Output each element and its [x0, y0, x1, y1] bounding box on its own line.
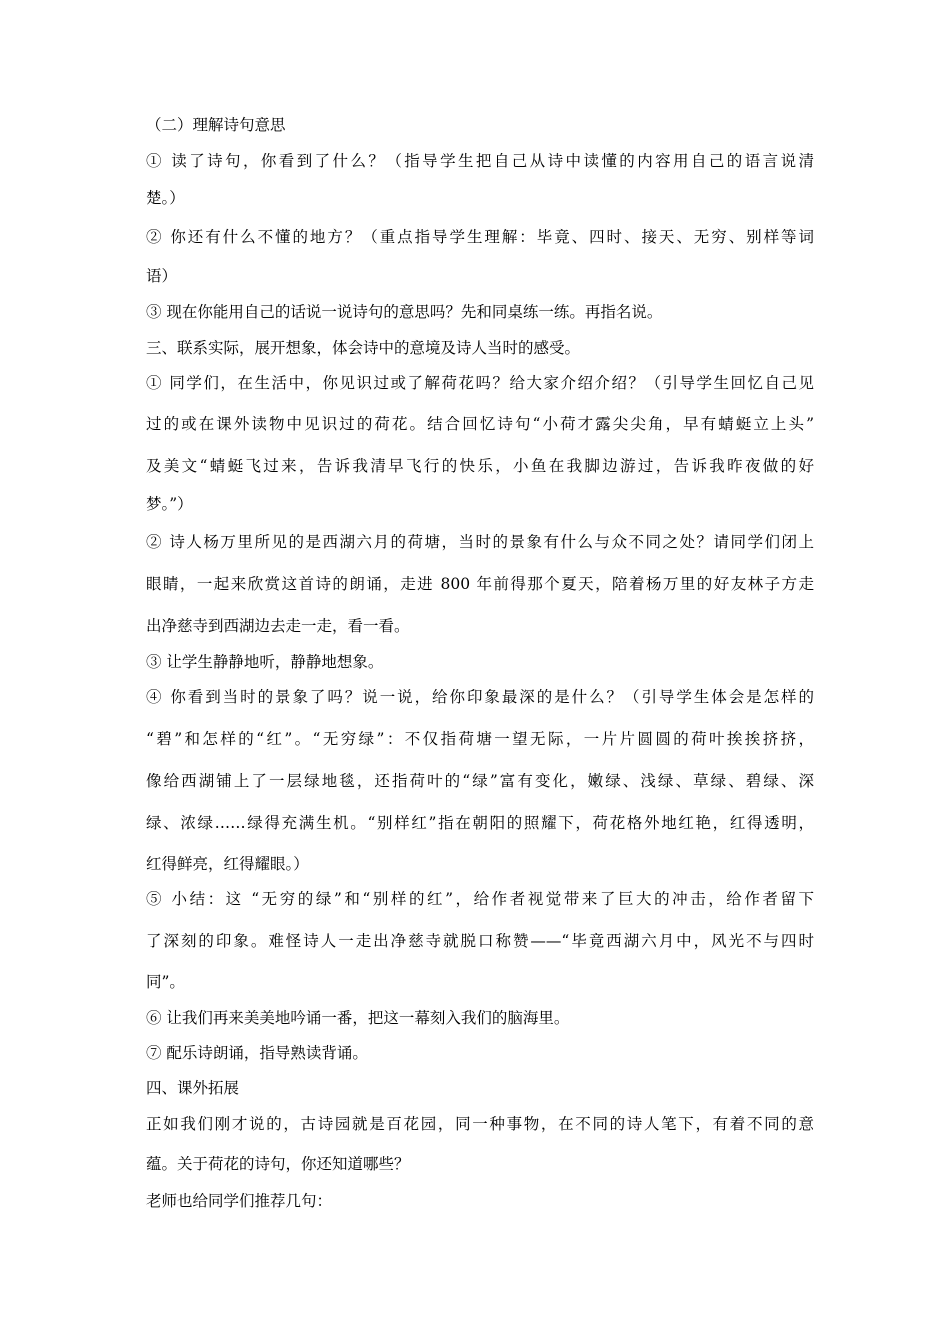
section-heading: 三、联系实际，展开想象，体会诗中的意境及诗人当时的感受。 [146, 339, 581, 357]
paragraph-line: 语） [146, 267, 178, 285]
paragraph-line: ② 诗人杨万里所见的是西湖六月的荷塘，当时的景象有什么与众不同之处？请同学们闭上 [146, 533, 814, 551]
paragraph-line: 了深刻的印象。难怪诗人一走出净慈寺就脱口称赞——“毕竟西湖六月中，风光不与四时 [146, 932, 814, 950]
paragraph-line: 同”。 [146, 973, 185, 991]
paragraph-line: ① 同学们，在生活中，你见识过或了解荷花吗？给大家介绍介绍？（引导学生回忆自己见 [146, 374, 814, 392]
paragraph-line: 正如我们刚才说的，古诗园就是百花园，同一种事物，在不同的诗人笔下，有着不同的意 [146, 1115, 814, 1133]
paragraph-line: 蕴。关于荷花的诗句，你还知道哪些？ [146, 1155, 410, 1173]
section-heading: （二）理解诗句意思 [146, 116, 286, 134]
paragraph-line: ② 你还有什么不懂的地方？（重点指导学生理解：毕竟、四时、接天、无穷、别样等词 [146, 228, 814, 246]
paragraph-line: ③ 让学生静静地听，静静地想象。 [146, 653, 384, 671]
paragraph-line: 出净慈寺到西湖边去走一走，看一看。 [146, 617, 410, 635]
paragraph-line: ③ 现在你能用自己的话说一说诗句的意思吗？先和同桌练一练。再指名说。 [146, 303, 663, 321]
paragraph-line: 绿、浓绿……绿得充满生机。“别样红”指在朝阳的照耀下，荷花格外地红艳，红得透明， [146, 814, 814, 832]
paragraph-line: “碧”和怎样的“红”。“无穷绿”：不仅指荷塘一望无际，一片片圆圆的荷叶挨挨挤挤， [146, 730, 814, 748]
paragraph-line: 及美文“蜻蜓飞过来，告诉我清早飞行的快乐，小鱼在我脚边游过，告诉我昨夜做的好 [146, 457, 814, 475]
paragraph-line: 红得鲜亮，红得耀眼。） [146, 855, 309, 873]
paragraph-line: 梦。”） [146, 495, 193, 513]
paragraph-line: ⑤ 小结：这 “无穷的绿”和“别样的红”，给作者视觉带来了巨大的冲击，给作者留下 [146, 890, 814, 908]
paragraph-line: ① 读了诗句，你看到了什么？（指导学生把自己从诗中读懂的内容用自己的语言说清 [146, 152, 814, 170]
paragraph-line: 老师也给同学们推荐几句： [146, 1192, 333, 1210]
section-heading: 四、课外拓展 [146, 1079, 240, 1097]
paragraph-line: 像给西湖铺上了一层绿地毯，还指荷叶的“绿”富有变化，嫩绿、浅绿、草绿、碧绿、深 [146, 772, 814, 790]
paragraph-line: 楚。） [146, 189, 185, 207]
paragraph-line: ⑦ 配乐诗朗诵，指导熟读背诵。 [146, 1044, 368, 1062]
paragraph-line: 眼睛，一起来欣赏这首诗的朗诵，走进 800 年前得那个夏天，陪着杨万里的好友林子方走 [146, 575, 814, 593]
paragraph-line: ④ 你看到当时的景象了吗？说一说，给你印象最深的是什么？（引导学生体会是怎样的 [146, 688, 814, 706]
paragraph-line: ⑥ 让我们再来美美地吟诵一番，把这一幕刻入我们的脑海里。 [146, 1009, 570, 1027]
paragraph-line: 过的或在课外读物中见识过的荷花。结合回忆诗句“小荷才露尖尖角，早有蜻蜓立上头” [146, 415, 814, 433]
